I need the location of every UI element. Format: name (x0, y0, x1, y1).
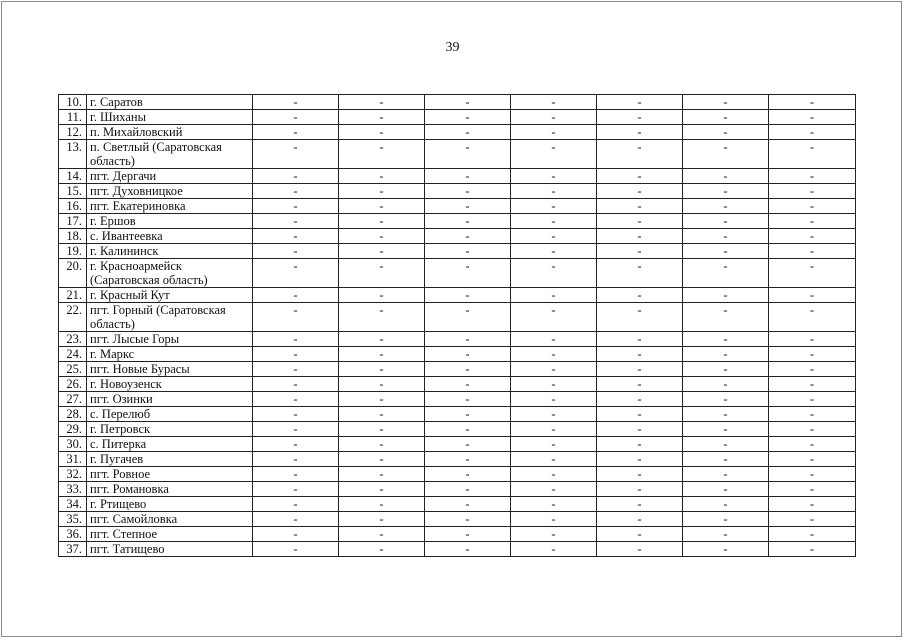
value-cell: - (597, 482, 683, 497)
value-cell: - (769, 497, 856, 512)
value-cell: - (339, 184, 425, 199)
value-cell: - (425, 259, 511, 288)
value-cell: - (769, 229, 856, 244)
value-cell: - (511, 95, 597, 110)
settlement-name: пгт. Дергачи (87, 169, 253, 184)
value-cell: - (597, 214, 683, 229)
row-number: 30. (59, 437, 87, 452)
value-cell: - (339, 467, 425, 482)
table-row (59, 244, 856, 259)
value-cell: - (683, 229, 769, 244)
table-row (59, 214, 856, 229)
value-cell: - (597, 303, 683, 332)
row-number: 27. (59, 392, 87, 407)
value-cell: - (425, 422, 511, 437)
row-number: 34. (59, 497, 87, 512)
value-cell: - (253, 362, 339, 377)
value-cell: - (597, 497, 683, 512)
value-cell: - (339, 452, 425, 467)
row-number: 16. (59, 199, 87, 214)
row-number: 20. (59, 259, 87, 288)
value-cell: - (425, 169, 511, 184)
settlement-name: пгт. Татищево (87, 542, 253, 557)
value-cell: - (769, 95, 856, 110)
settlement-name: г. Саратов (87, 95, 253, 110)
settlement-name: г. Пугачев (87, 452, 253, 467)
value-cell: - (339, 392, 425, 407)
table-row (59, 407, 856, 422)
value-cell: - (339, 110, 425, 125)
value-cell: - (597, 95, 683, 110)
value-cell: - (339, 199, 425, 214)
value-cell: - (339, 527, 425, 542)
row-number: 36. (59, 527, 87, 542)
settlement-name: с. Перелюб (87, 407, 253, 422)
value-cell: - (253, 288, 339, 303)
value-cell: - (683, 392, 769, 407)
value-cell: - (511, 199, 597, 214)
value-cell: - (769, 527, 856, 542)
row-number: 22. (59, 303, 87, 332)
table-row (59, 125, 856, 140)
value-cell: - (339, 497, 425, 512)
value-cell: - (425, 140, 511, 169)
value-cell: - (511, 542, 597, 557)
value-cell: - (511, 169, 597, 184)
value-cell: - (425, 199, 511, 214)
row-number: 15. (59, 184, 87, 199)
value-cell: - (769, 392, 856, 407)
value-cell: - (425, 214, 511, 229)
value-cell: - (339, 377, 425, 392)
value-cell: - (769, 184, 856, 199)
value-cell: - (769, 422, 856, 437)
table-body (59, 95, 856, 557)
value-cell: - (769, 512, 856, 527)
value-cell: - (425, 542, 511, 557)
table-row (59, 452, 856, 467)
value-cell: - (683, 184, 769, 199)
settlement-name: пгт. Новые Бурасы (87, 362, 253, 377)
value-cell: - (339, 407, 425, 422)
value-cell: - (597, 110, 683, 125)
value-cell: - (511, 125, 597, 140)
value-cell: - (683, 422, 769, 437)
value-cell: - (511, 407, 597, 422)
value-cell: - (425, 125, 511, 140)
value-cell: - (339, 542, 425, 557)
value-cell: - (511, 377, 597, 392)
value-cell: - (683, 527, 769, 542)
row-number: 35. (59, 512, 87, 527)
value-cell: - (597, 184, 683, 199)
value-cell: - (425, 392, 511, 407)
value-cell: - (511, 214, 597, 229)
settlement-name: пгт. Озинки (87, 392, 253, 407)
value-cell: - (253, 303, 339, 332)
settlement-name: пгт. Самойловка (87, 512, 253, 527)
value-cell: - (253, 512, 339, 527)
settlement-name: г. Калининск (87, 244, 253, 259)
settlement-name: пгт. Ровное (87, 467, 253, 482)
value-cell: - (253, 140, 339, 169)
value-cell: - (511, 452, 597, 467)
table-row (59, 467, 856, 482)
row-number: 11. (59, 110, 87, 125)
value-cell: - (253, 125, 339, 140)
value-cell: - (769, 199, 856, 214)
value-cell: - (597, 422, 683, 437)
settlement-name: с. Питерка (87, 437, 253, 452)
row-number: 25. (59, 362, 87, 377)
value-cell: - (339, 95, 425, 110)
value-cell: - (683, 542, 769, 557)
value-cell: - (339, 229, 425, 244)
value-cell: - (253, 467, 339, 482)
settlement-name: г. Шиханы (87, 110, 253, 125)
value-cell: - (511, 392, 597, 407)
value-cell: - (597, 169, 683, 184)
value-cell: - (597, 467, 683, 482)
value-cell: - (339, 244, 425, 259)
value-cell: - (253, 199, 339, 214)
value-cell: - (597, 362, 683, 377)
value-cell: - (511, 512, 597, 527)
row-number: 19. (59, 244, 87, 259)
table-row (59, 184, 856, 199)
value-cell: - (253, 259, 339, 288)
value-cell: - (253, 542, 339, 557)
value-cell: - (769, 303, 856, 332)
value-cell: - (253, 377, 339, 392)
value-cell: - (683, 125, 769, 140)
value-cell: - (425, 288, 511, 303)
value-cell: - (425, 347, 511, 362)
value-cell: - (683, 95, 769, 110)
value-cell: - (253, 184, 339, 199)
value-cell: - (597, 140, 683, 169)
value-cell: - (683, 244, 769, 259)
value-cell: - (769, 214, 856, 229)
settlement-name: с. Ивантеевка (87, 229, 253, 244)
value-cell: - (511, 347, 597, 362)
value-cell: - (253, 497, 339, 512)
value-cell: - (683, 214, 769, 229)
table-row (59, 392, 856, 407)
table-row (59, 497, 856, 512)
value-cell: - (339, 125, 425, 140)
table-row (59, 422, 856, 437)
value-cell: - (683, 467, 769, 482)
table-row (59, 347, 856, 362)
value-cell: - (511, 259, 597, 288)
value-cell: - (683, 452, 769, 467)
value-cell: - (769, 332, 856, 347)
value-cell: - (253, 437, 339, 452)
value-cell: - (425, 184, 511, 199)
table-row (59, 169, 856, 184)
value-cell: - (683, 199, 769, 214)
value-cell: - (511, 288, 597, 303)
row-number: 10. (59, 95, 87, 110)
value-cell: - (683, 110, 769, 125)
value-cell: - (769, 169, 856, 184)
value-cell: - (339, 362, 425, 377)
value-cell: - (769, 140, 856, 169)
value-cell: - (769, 125, 856, 140)
value-cell: - (339, 288, 425, 303)
table-row (59, 95, 856, 110)
value-cell: - (425, 332, 511, 347)
value-cell: - (253, 214, 339, 229)
value-cell: - (769, 244, 856, 259)
value-cell: - (769, 347, 856, 362)
value-cell: - (511, 332, 597, 347)
value-cell: - (425, 467, 511, 482)
row-number: 14. (59, 169, 87, 184)
settlement-name: п. Михайловский (87, 125, 253, 140)
value-cell: - (597, 392, 683, 407)
value-cell: - (511, 467, 597, 482)
value-cell: - (597, 407, 683, 422)
settlement-name: пгт. Екатериновка (87, 199, 253, 214)
value-cell: - (769, 377, 856, 392)
value-cell: - (511, 362, 597, 377)
value-cell: - (339, 437, 425, 452)
value-cell: - (511, 184, 597, 199)
row-number: 28. (59, 407, 87, 422)
value-cell: - (425, 110, 511, 125)
value-cell: - (339, 140, 425, 169)
table-row (59, 303, 856, 332)
value-cell: - (683, 437, 769, 452)
value-cell: - (253, 229, 339, 244)
value-cell: - (425, 512, 511, 527)
value-cell: - (597, 199, 683, 214)
value-cell: - (339, 512, 425, 527)
row-number: 21. (59, 288, 87, 303)
row-number: 32. (59, 467, 87, 482)
value-cell: - (511, 229, 597, 244)
value-cell: - (425, 377, 511, 392)
value-cell: - (253, 392, 339, 407)
value-cell: - (683, 482, 769, 497)
settlement-name: пгт. Духовницкое (87, 184, 253, 199)
value-cell: - (769, 542, 856, 557)
value-cell: - (339, 422, 425, 437)
row-number: 26. (59, 377, 87, 392)
value-cell: - (339, 347, 425, 362)
value-cell: - (253, 347, 339, 362)
settlement-name: пгт. Горный (Саратовская область) (87, 303, 253, 332)
row-number: 24. (59, 347, 87, 362)
value-cell: - (597, 288, 683, 303)
value-cell: - (425, 407, 511, 422)
value-cell: - (339, 482, 425, 497)
row-number: 13. (59, 140, 87, 169)
value-cell: - (253, 407, 339, 422)
value-cell: - (769, 288, 856, 303)
value-cell: - (339, 303, 425, 332)
settlement-name: г. Ершов (87, 214, 253, 229)
value-cell: - (511, 244, 597, 259)
value-cell: - (425, 497, 511, 512)
settlement-name: пгт. Степное (87, 527, 253, 542)
table-row (59, 527, 856, 542)
value-cell: - (683, 332, 769, 347)
value-cell: - (683, 140, 769, 169)
value-cell: - (511, 110, 597, 125)
value-cell: - (253, 482, 339, 497)
settlement-name: пгт. Романовка (87, 482, 253, 497)
table-row (59, 229, 856, 244)
table-row (59, 377, 856, 392)
value-cell: - (769, 482, 856, 497)
value-cell: - (253, 95, 339, 110)
row-number: 17. (59, 214, 87, 229)
value-cell: - (769, 467, 856, 482)
value-cell: - (597, 259, 683, 288)
value-cell: - (597, 377, 683, 392)
value-cell: - (683, 497, 769, 512)
table-row (59, 332, 856, 347)
row-number: 12. (59, 125, 87, 140)
value-cell: - (425, 527, 511, 542)
value-cell: - (511, 303, 597, 332)
value-cell: - (253, 110, 339, 125)
value-cell: - (425, 229, 511, 244)
value-cell: - (253, 452, 339, 467)
value-cell: - (683, 259, 769, 288)
value-cell: - (597, 527, 683, 542)
value-cell: - (425, 482, 511, 497)
table-row (59, 110, 856, 125)
value-cell: - (597, 229, 683, 244)
value-cell: - (511, 422, 597, 437)
value-cell: - (769, 452, 856, 467)
value-cell: - (511, 437, 597, 452)
table-row (59, 542, 856, 557)
value-cell: - (597, 512, 683, 527)
value-cell: - (597, 347, 683, 362)
settlement-name: г. Маркс (87, 347, 253, 362)
settlement-name: г. Красный Кут (87, 288, 253, 303)
value-cell: - (425, 303, 511, 332)
settlement-name: п. Светлый (Саратовская область) (87, 140, 253, 169)
value-cell: - (339, 214, 425, 229)
value-cell: - (511, 482, 597, 497)
value-cell: - (425, 452, 511, 467)
value-cell: - (683, 303, 769, 332)
table-row (59, 482, 856, 497)
value-cell: - (683, 288, 769, 303)
settlement-name: г. Петровск (87, 422, 253, 437)
value-cell: - (683, 377, 769, 392)
value-cell: - (597, 542, 683, 557)
settlement-name: г. Новоузенск (87, 377, 253, 392)
row-number: 37. (59, 542, 87, 557)
value-cell: - (425, 362, 511, 377)
value-cell: - (253, 422, 339, 437)
row-number: 31. (59, 452, 87, 467)
table-row (59, 199, 856, 214)
value-cell: - (769, 437, 856, 452)
value-cell: - (339, 259, 425, 288)
value-cell: - (425, 95, 511, 110)
settlements-table (58, 94, 856, 557)
value-cell: - (683, 512, 769, 527)
value-cell: - (769, 259, 856, 288)
value-cell: - (253, 244, 339, 259)
value-cell: - (769, 110, 856, 125)
value-cell: - (253, 332, 339, 347)
value-cell: - (597, 125, 683, 140)
value-cell: - (339, 169, 425, 184)
row-number: 23. (59, 332, 87, 347)
value-cell: - (597, 332, 683, 347)
table-row (59, 140, 856, 169)
value-cell: - (597, 437, 683, 452)
value-cell: - (597, 244, 683, 259)
settlement-name: г. Красноармейск (Саратовская область) (87, 259, 253, 288)
table-row (59, 512, 856, 527)
table-row (59, 259, 856, 288)
value-cell: - (769, 407, 856, 422)
value-cell: - (339, 332, 425, 347)
value-cell: - (683, 407, 769, 422)
value-cell: - (683, 169, 769, 184)
value-cell: - (425, 244, 511, 259)
table-row (59, 437, 856, 452)
value-cell: - (511, 497, 597, 512)
table-row (59, 362, 856, 377)
value-cell: - (683, 347, 769, 362)
value-cell: - (683, 362, 769, 377)
table-row (59, 288, 856, 303)
settlement-name: г. Ртищево (87, 497, 253, 512)
value-cell: - (253, 527, 339, 542)
page-number: 39 (445, 40, 460, 55)
row-number: 33. (59, 482, 87, 497)
row-number: 29. (59, 422, 87, 437)
value-cell: - (511, 140, 597, 169)
value-cell: - (511, 527, 597, 542)
value-cell: - (425, 437, 511, 452)
value-cell: - (253, 169, 339, 184)
settlement-name: пгт. Лысые Горы (87, 332, 253, 347)
value-cell: - (597, 452, 683, 467)
row-number: 18. (59, 229, 87, 244)
value-cell: - (769, 362, 856, 377)
